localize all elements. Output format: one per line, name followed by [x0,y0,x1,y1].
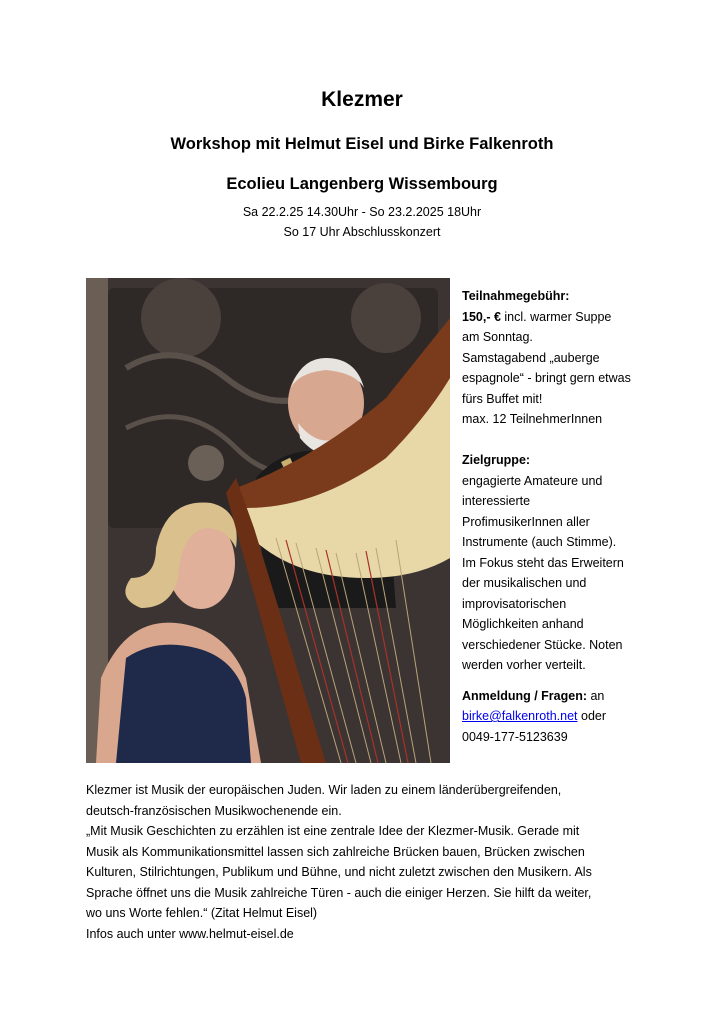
fee-price-suffix: incl. warmer Suppe [500,309,612,324]
body-line: Musik als Kommunikationsmittel lassen sich zahlreiche Brücken bauen, Brücken zwischen [86,844,585,859]
target-line: engagierte Amateure und [462,473,603,488]
fee-line: espagnole“ - bringt gern etwas [462,371,631,385]
musicians-photo [86,278,450,763]
fee-price-line [462,307,640,328]
description-text [86,780,646,944]
fee-heading: Teilnahmegebühr: [462,289,570,303]
page-subtitle: Workshop mit Helmut Eisel und Birke Falkenroth [170,135,554,153]
body-line: Infos auch unter www.helmut-eisel.de [86,926,294,941]
target-line: improvisatorischen [462,596,567,611]
target-line: Möglichkeiten anhand [462,617,584,631]
concert-line: So 17 Uhr Abschlusskonzert [283,225,441,239]
target-heading: Zielgruppe: [462,453,531,467]
target-line: interessierte [462,494,531,508]
info-sidebar [462,286,640,747]
body-line: „Mit Musik Geschichten zu erzählen ist eine zentrale Idee der Klezmer-Musik. Gerade mit [86,824,580,838]
fee-line: am Sonntag. [462,330,533,344]
body-line: wo uns Worte fehlen.“ (Zitat Helmut Eisel) [86,906,318,920]
target-line: werden vorher verteilt. [462,658,586,672]
event-dates [0,202,724,242]
fee-price: 150,- € [462,309,501,324]
email-link[interactable]: birke@falkenroth.net [462,709,578,723]
contact-heading-line [462,686,640,707]
contact-phone: 0049-177-5123639 [462,729,568,744]
body-line: Kulturen, Stilrichtungen, Publikum und Bühne, und nicht zuletzt zwischen den Musikern. Als [86,865,592,879]
body-line: Klezmer ist Musik der europäischen Juden. Wir laden zu einem länderübergreifenden, [86,783,562,797]
fee-line: max. 12 TeilnehmerInnen [462,412,603,426]
venue-heading: Ecolieu Langenberg Wissembourg [226,175,498,193]
contact-heading: Anmeldung / Fragen: [462,688,587,703]
target-line: Instrumente (auch Stimme). [462,535,617,549]
target-line: ProfimusikerInnen aller [462,514,590,529]
contact-email-line [462,706,640,727]
target-line: der musikalischen und [462,576,587,590]
body-line: deutsch-französischen Musikwochenende ein. [86,803,342,818]
email-suffix: oder [577,709,607,723]
target-line: Im Fokus steht das Erweitern [462,555,624,570]
fee-line: fürs Buffet mit! [462,391,543,406]
target-line: verschiedener Stücke. Noten [462,637,623,652]
fee-line: Samstagabend „auberge [462,350,600,365]
body-line: Sprache öffnet uns die Musik zahlreiche Türen - auch die einiger Herzen. Sie hilft da weiter, [86,885,592,900]
page-title: Klezmer [321,88,403,111]
contact-heading-suffix: an [587,688,605,703]
date-line: Sa 22.2.25 14.30Uhr - So 23.2.2025 18Uhr [242,205,482,219]
